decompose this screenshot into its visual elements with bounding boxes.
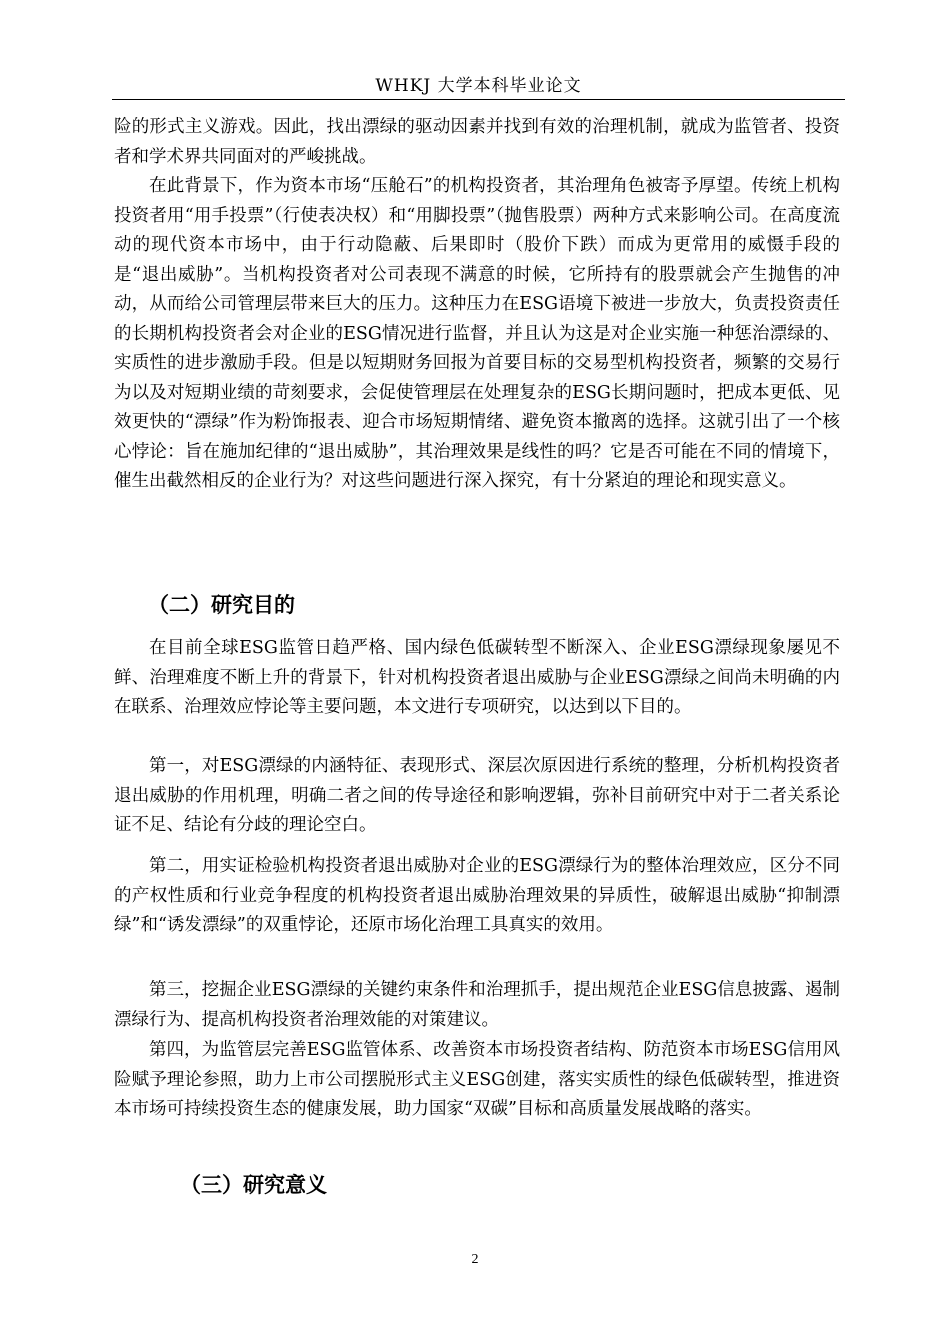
paragraph-purpose-fourth: 第四，为监管层完善ESG监管体系、改善资本市场投资者结构、防范资本市场ESG信用风险赋予理论参照，助力上市公司摆脱形式主义ESG创建，落实实质性的绿色低碳转型，推进资本市场可持续投资生态的健康发展，助力国家“双碳”目标和高质量发展战略的落实。 — [114, 1040, 840, 1119]
paragraph-purpose-third: 第三，挖掘企业ESG漂绿的关键约束条件和治理抓手，提出规范企业ESG信息披露、遏制漂绿行为、提高机构投资者治理效能的对策建议。 — [114, 980, 840, 1030]
paragraph-background: 在此背景下，作为资本市场“压舱石”的机构投资者，其治理角色被寄予厚望。传统上机构投资者用“用手投票”（行使表决权）和“用脚投票”（抛售股票）两种方式来影响公司。在高度流动的现代资本市场中，由于行动隐蔽、后果即时（股价下跌）而成为更常用的威慑手段的是“退出威胁”。当机构投资者对公司表现不满意的时候，它所持有的股票就会产生抛售的冲动，从而给公司管理层带来巨大的压力。这种压力在ESG语境下被进一步放大，负责投资责任的长期机构投资者会对企业的ESG情况进行监督，并且认为这是对企业实施一种惩治漂绿的、实质性的进步激励手段。但是以短期财务回报为首要目标的交易型机构投资者，频繁的交易行为以及对短期业绩的苛刻要求，会促使管理层在处理复杂的ESG长期问题时，把成本更低、见效更快的“漂绿”作为粉饰报表、迎合市场短期情绪、避免资本撤离的选择。这就引出了一个核心悖论：旨在施加纪律的“退出威胁”，其治理效果是线性的吗？它是否可能在不同的情境下，催生出截然相反的企业行为？对这些问题进行深入探究，有十分紧迫的理论和现实意义。 — [114, 176, 840, 491]
paragraph-purpose-second: 第二，用实证检验机构投资者退出威胁对企业的ESG漂绿行为的整体治理效应，区分不同的产权性质和行业竞争程度的机构投资者退出威胁治理效果的异质性，破解退出威胁“抑制漂绿”和“诱发漂绿”的双重悖论，还原市场化治理工具真实的效用。 — [114, 856, 840, 935]
section-heading-research-purpose: （二）研究目的 — [148, 593, 295, 617]
paragraph-purpose-intro: 在目前全球ESG监管日趋严格、国内绿色低碳转型不断深入、企业ESG漂绿现象屡见不鲜、治理难度不断上升的背景下，针对机构投资者退出威胁与企业ESG漂绿之间尚未明确的内在联系、治理效应悖论等主要问题，本文进行专项研究，以达到以下目的。 — [114, 638, 840, 717]
paragraph-intro-continuation: 险的形式主义游戏。因此，找出漂绿的驱动因素并找到有效的治理机制，就成为监管者、投资者和学术界共同面对的严峻挑战。 — [114, 117, 840, 167]
page-number: 2 — [471, 1252, 479, 1267]
header-rule — [112, 99, 845, 100]
running-header: WHKJ 大学本科毕业论文 — [375, 76, 582, 96]
section-heading-research-significance: （三）研究意义 — [180, 1173, 327, 1197]
paragraph-purpose-first: 第一，对ESG漂绿的内涵特征、表现形式、深层次原因进行系统的整理，分析机构投资者退出威胁的作用机理，明确二者之间的传导途径和影响逻辑，弥补目前研究中对于二者关系论证不足、结论有分歧的理论空白。 — [114, 756, 840, 835]
